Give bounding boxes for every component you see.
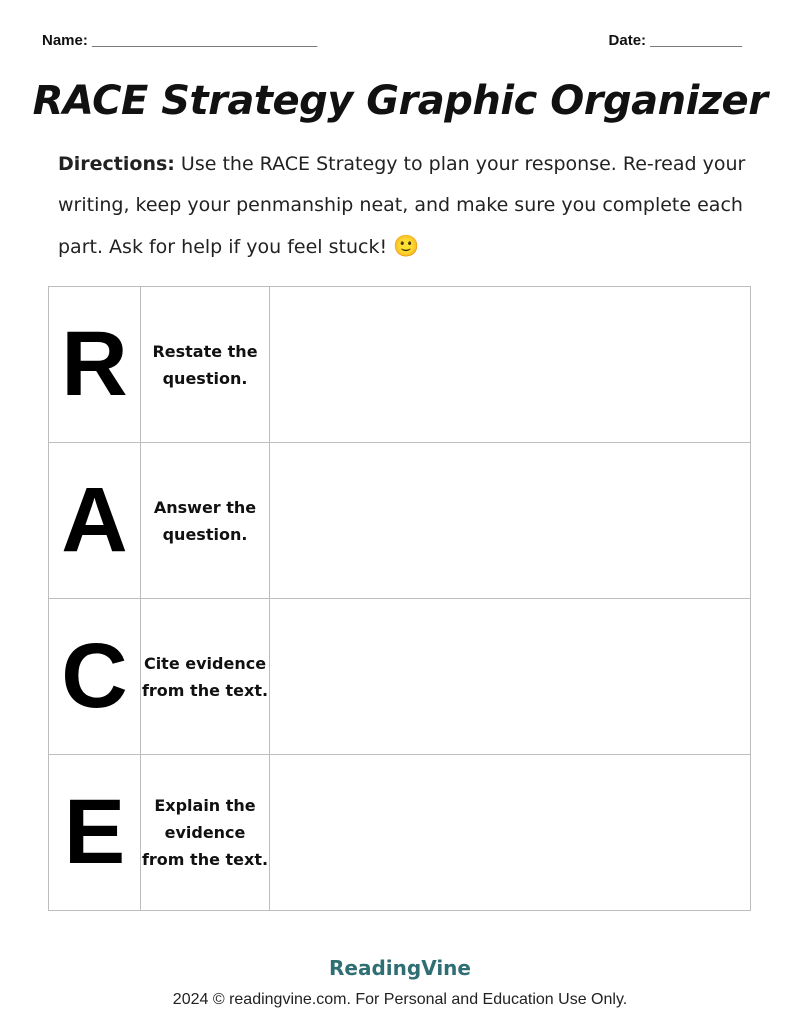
race-desc-answer: Answer the question. xyxy=(141,443,270,599)
directions-text: Use the RACE Strategy to plan your response. Re-read your writing, keep your penmanship neat, and make sure you complete each part. Ask for help if you feel stuck! xyxy=(58,153,746,258)
response-box-explain[interactable] xyxy=(270,755,751,911)
table-row xyxy=(49,755,751,911)
directions xyxy=(58,144,750,268)
smiley-icon: 🙂 xyxy=(393,234,420,258)
copyright-text: 2024 © readingvine.com. For Personal and Education Use Only. xyxy=(172,991,628,1008)
date-field: Date: ___________ xyxy=(608,32,742,49)
directions-label: Directions: xyxy=(58,153,175,175)
race-desc-restate: Restate the question. xyxy=(141,287,270,443)
race-letter-c: C xyxy=(49,599,141,755)
readingvine-logo: ReadingVine xyxy=(329,956,471,980)
header-fields xyxy=(42,32,742,49)
race-desc-explain: Explain the evidence from the text. xyxy=(141,755,270,911)
race-letter-r: R xyxy=(49,287,141,443)
race-letter-a: A xyxy=(49,443,141,599)
table-row xyxy=(49,599,751,755)
page-title: RACE Strategy Graphic Organizer xyxy=(32,78,768,124)
response-box-cite[interactable] xyxy=(270,599,751,755)
response-box-answer[interactable] xyxy=(270,443,751,599)
name-field: Name: ___________________________ xyxy=(42,32,318,49)
race-desc-cite: Cite evidence from the text. xyxy=(141,599,270,755)
race-letter-e: E xyxy=(49,755,141,911)
table-row xyxy=(49,287,751,443)
response-box-restate[interactable] xyxy=(270,287,751,443)
table-row xyxy=(49,443,751,599)
race-table xyxy=(48,286,751,911)
